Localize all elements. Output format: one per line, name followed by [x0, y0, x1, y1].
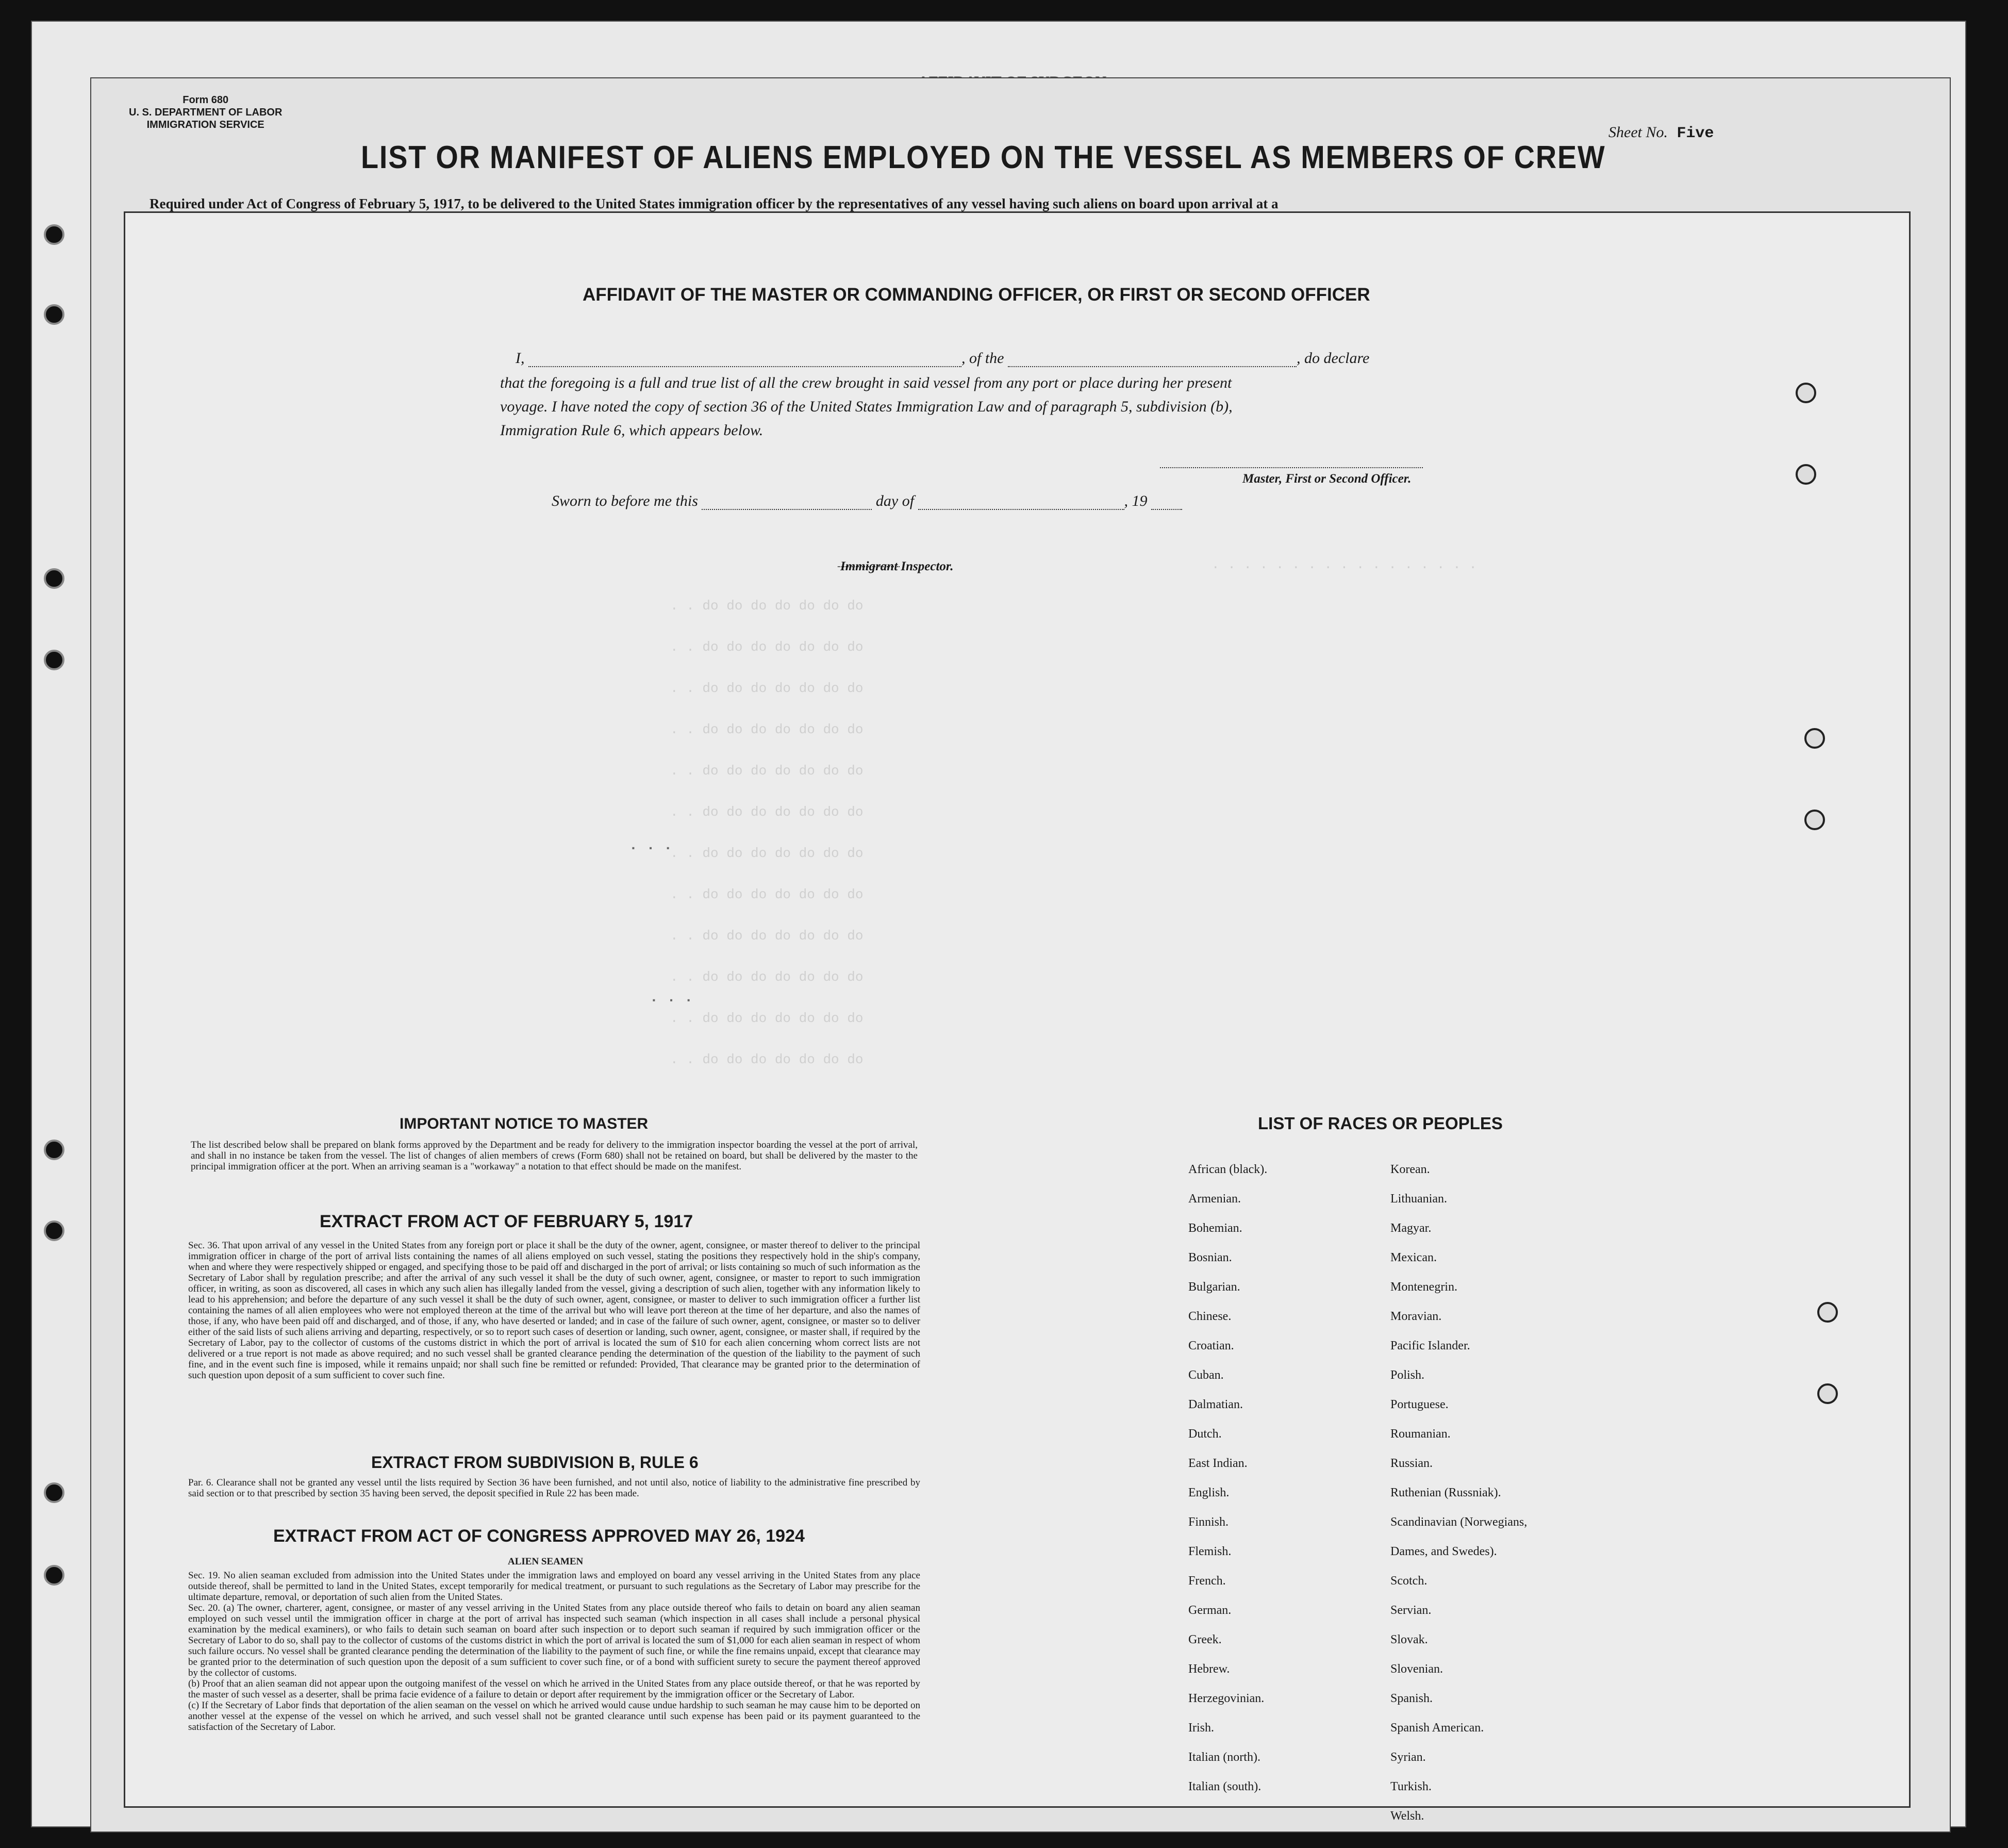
notice-title: IMPORTANT NOTICE TO MASTER	[400, 1115, 649, 1132]
affidavit-sheet	[124, 211, 1911, 1808]
form-identifier	[129, 94, 282, 131]
form-number: Form 680	[182, 94, 229, 106]
race-item: Scandinavian (Norwegians,	[1390, 1515, 1528, 1529]
race-item: Scotch.	[1390, 1574, 1428, 1588]
affidavit-line-4: Immigration Rule 6, which appears below.	[500, 422, 764, 439]
binder-hole	[44, 568, 64, 589]
binder-hole	[44, 304, 64, 325]
race-item: Cuban.	[1188, 1368, 1224, 1382]
inspector-caption: Immigrant Inspector.	[840, 559, 954, 573]
notice-text: The list described below shall be prepared on blank forms approved by the Department and be ready for delivery to the immigration inspector boarding the vessel at the port of arrival, and shall in no instance be taken from the vessel. The list of changes of alien members of crews (Form 680) shall not be retained on board, but shall be delivered by the master to the principal immigration officer at the port. When an arriving seaman is a "workaway" a notation to that effect should be made on the manifest.	[191, 1140, 918, 1172]
vessel-name-field[interactable]	[1008, 366, 1297, 367]
race-item: French.	[1188, 1574, 1226, 1588]
binder-hole	[1796, 464, 1816, 485]
ghost-text: . . . . . . . . . . . . . . . . .	[1212, 557, 1477, 572]
binder-hole	[1804, 810, 1825, 830]
ghost-text: . . do do do do do do do	[670, 681, 864, 696]
sworn-label: Sworn to before me this	[552, 492, 698, 509]
manifest-title: LIST OR MANIFEST OF ALIENS EMPLOYED ON THE VESSEL AS MEMBERS OF CREW	[361, 140, 1606, 175]
master-caption: Master, First or Second Officer.	[1242, 472, 1412, 486]
binder-hole	[1817, 1302, 1838, 1323]
binder-hole	[44, 650, 64, 670]
ghost-text: . . do do do do do do do	[670, 887, 864, 902]
officer-name-field[interactable]	[528, 366, 961, 367]
race-item: Welsh.	[1390, 1809, 1424, 1823]
race-item: Flemish.	[1188, 1545, 1232, 1558]
ghost-text: . . do do do do do do do	[670, 804, 864, 820]
binder-hole	[44, 1140, 64, 1160]
extract-1917-title: EXTRACT FROM ACT OF FEBRUARY 5, 1917	[320, 1212, 693, 1231]
race-item: Hebrew.	[1188, 1662, 1230, 1676]
extract-1917-text: Sec. 36. That upon arrival of any vessel in the United States from any foreign port or place it shall be the duty of the owner, agent, consignee, or master thereof to deliver to the principal immigration officer in charge of the port of arrival lists containing the names of all aliens employed on such vessel, stating the positions they respectively hold in the ship's company, when and where they were respectively shipped or engaged, and specifying those to be paid off and discharged in the port of arrival; or lists containing so much of such information as the Secretary of Labor shall by regulation prescribe; and after the arrival of any such vessel it shall be the duty of such owner, agent, consignee, or master to report to such immigration officer, in writing, as soon as discovered, all cases in which any such alien has illegally landed from the vessel, giving a description of such alien, together with any information likely to lead to his apprehension; and before the departure of any such vessel it shall be the duty of such owner, agent, consignee, or master to deliver to such immigration officer a further list containing the names of all alien employees who were not employed thereon at the time of the arrival but who will leave port thereon at the time of her departure, and also the names of those, if any, who have been paid off and discharged, and of those, if any, who have deserted or landed; and in case of the failure of such owner, agent, consignee, or master so to deliver either of the said lists of such aliens arriving and departing, respectively, or so to report such cases of desertion or landing, such owner, agent, consignee, or master shall, if required by the Secretary of Labor, pay to the collector of customs of the customs district in which the port of arrival is located the sum of $10 for each alien concerning whom correct lists are not delivered or a true report is not made as above required; and no such vessel shall be granted clearance pending the determination of the question of the liability to the payment of such fine, and in the event such fine is imposed, while it remains unpaid; nor shall such fine be remitted or refunded: Provided, That clearance may be granted prior to the determination of such question upon deposit of a sum sufficient to cover such fine.	[188, 1240, 920, 1381]
sheet-number-label: Sheet No.	[1608, 124, 1668, 141]
races-title: LIST OF RACES OR PEOPLES	[1258, 1114, 1503, 1133]
extract-1924-title: EXTRACT FROM ACT OF CONGRESS APPROVED MAY 26, 1924	[273, 1526, 805, 1546]
affidavit-line-1	[516, 350, 1369, 367]
race-item: English.	[1188, 1486, 1230, 1499]
binder-hole	[44, 1565, 64, 1586]
race-item: Montenegrin.	[1390, 1280, 1457, 1294]
race-item: Russian.	[1390, 1457, 1433, 1470]
sworn-month-field[interactable]	[918, 509, 1124, 510]
race-item: Polish.	[1390, 1368, 1425, 1382]
race-item: Bulgarian.	[1188, 1280, 1240, 1294]
ghost-text: . . do do do do do do do	[670, 763, 864, 779]
extract-1924-sec20a: Sec. 20. (a) The owner, charterer, agent, consignee, or master of any vessel arriving in the United States from any place outside thereof who fails to detain on board any alien seaman employed on such vessel until the immigration officer in charge at the port of arrival has inspected such seaman (which inspection in all cases shall include a personal physical examination by the medical examiners), or who fails to detain such seaman on board after such inspection or to deport such seaman if required by such immigration officer or the Secretary of Labor to do so, shall pay to the collector of customs of the customs district in which the port of arrival is located the sum of $1,000 for each alien seaman in respect of whom such failure occurs. No vessel shall be granted clearance pending the determination of the liability to the payment of such fine, or while the fine remains unpaid, except that clearance may be granted prior to the determination of such question upon the deposit of a sum sufficient to cover such fine, or of a bond with sufficient surety to secure the payment thereof approved by the collector of customs.	[188, 1603, 920, 1678]
race-item: Bohemian.	[1188, 1222, 1242, 1235]
race-item: Greek.	[1188, 1633, 1222, 1646]
race-item: African (black).	[1188, 1163, 1268, 1176]
race-item: Lithuanian.	[1390, 1192, 1447, 1206]
race-item: Dames, and Swedes).	[1390, 1545, 1497, 1558]
race-item: Chinese.	[1188, 1310, 1232, 1323]
race-item: Spanish American.	[1390, 1721, 1484, 1735]
race-item: Bosnian.	[1188, 1251, 1232, 1264]
race-item: Dalmatian.	[1188, 1398, 1243, 1411]
race-item: Servian.	[1390, 1604, 1432, 1617]
race-item: Portuguese.	[1390, 1398, 1449, 1411]
race-item: Croatian.	[1188, 1339, 1234, 1352]
extract-rule6-text: Par. 6. Clearance shall not be granted any vessel until the lists required by Section 36 have been furnished, and not until also, notice of liability to the administrative fine prescribed by said section or to that prescribed by section 35 having been served, the deposit specified in Rule 22 has been made.	[188, 1477, 920, 1499]
extract-rule6-title: EXTRACT FROM SUBDIVISION B, RULE 6	[371, 1453, 699, 1472]
master-signature-line[interactable]	[1160, 467, 1423, 468]
affidavit-of-the: , of the	[961, 350, 1004, 367]
binder-hole	[1804, 728, 1825, 749]
service-name: IMMIGRATION SERVICE	[146, 119, 264, 130]
extract-1924-sec19: Sec. 19. No alien seaman excluded from admission into the United States under the immigration laws and employed on board any vessel arriving in the United States from any place outside thereof, shall be permitted to land in the United States, except temporarily for medical treatment, or pursuant to such regulations as the Secretary of Labor may prescribe for the ultimate departure, removal, or deportation of such alien from the United States.	[188, 1570, 920, 1603]
binder-hole	[44, 224, 64, 245]
race-item: German.	[1188, 1604, 1232, 1617]
ghost-mark: . . .	[650, 990, 693, 1006]
race-item: Roumanian.	[1390, 1427, 1451, 1441]
ghost-text: . . do do do do do do do	[670, 639, 864, 655]
ghost-text: . . do do do do do do do	[670, 1052, 864, 1067]
race-item: Spanish.	[1390, 1692, 1433, 1705]
affidavit-do-declare: , do declare	[1297, 350, 1370, 367]
race-item: Korean.	[1390, 1163, 1430, 1176]
department-name: U. S. DEPARTMENT OF LABOR	[129, 107, 283, 118]
race-item: Armenian.	[1188, 1192, 1241, 1206]
affidavit-title: AFFIDAVIT OF THE MASTER OR COMMANDING OFFICER, OR FIRST OR SECOND OFFICER	[583, 285, 1370, 305]
binder-hole	[44, 1482, 64, 1503]
race-item: Ruthenian (Russniak).	[1390, 1486, 1501, 1499]
ghost-text: . . do do do do do do do	[670, 722, 864, 737]
year-label: , 19	[1124, 492, 1148, 509]
race-item: Finnish.	[1188, 1515, 1229, 1529]
extract-1924-text	[188, 1570, 920, 1732]
sheet-number	[1608, 124, 1714, 142]
affidavit-line-3: voyage. I have noted the copy of section 36 of the United States Immigration Law and of paragraph 5, subdivision (b),	[500, 398, 1233, 415]
race-item: Slovenian.	[1390, 1662, 1443, 1676]
race-item: Dutch.	[1188, 1427, 1222, 1441]
ghost-text: . . do do do do do do do	[670, 1011, 864, 1026]
affidavit-i-label: I,	[516, 350, 525, 367]
race-item: Italian (north).	[1188, 1751, 1260, 1764]
sworn-line	[552, 492, 1182, 510]
race-item: Pacific Islander.	[1390, 1339, 1470, 1352]
ghost-text: . . do do do do do do do	[670, 846, 864, 861]
sworn-year-field[interactable]	[1151, 509, 1182, 510]
ghost-text: . . do do do do do do do	[670, 928, 864, 944]
race-item: East Indian.	[1188, 1457, 1248, 1470]
sheet-number-value: Five	[1677, 125, 1714, 142]
race-item: Slovak.	[1390, 1633, 1428, 1646]
race-item: Moravian.	[1390, 1310, 1442, 1323]
day-of-label: day of	[875, 492, 915, 509]
race-item: Irish.	[1188, 1721, 1214, 1735]
race-item: Italian (south).	[1188, 1780, 1262, 1793]
race-item: Turkish.	[1390, 1780, 1432, 1793]
binder-hole	[44, 1220, 64, 1241]
affidavit-line-2: that the foregoing is a full and true list of all the crew brought in said vessel from any port or place during her present	[500, 374, 1232, 391]
extract-1924-sec20c: (c) If the Secretary of Labor finds that deportation of the alien seaman on the vessel on which he arrived would cause undue hardship to such seaman he may cause him to be deported on another vessel at the expense of the vessel on which he arrived, and such vessel shall not be granted clearance until such expense has been paid or its payment guaranteed to the satisfaction of the Secretary of Labor.	[188, 1700, 920, 1732]
alien-seamen-subtitle: ALIEN SEAMEN	[508, 1556, 584, 1567]
ghost-text: . . do do do do do do do	[670, 598, 864, 614]
race-item: Magyar.	[1390, 1222, 1432, 1235]
race-item: Syrian.	[1390, 1751, 1426, 1764]
ghost-mark: . . .	[629, 838, 673, 854]
binder-hole	[1817, 1383, 1838, 1404]
ghost-text: . . do do do do do do do	[670, 969, 864, 985]
race-item: Mexican.	[1390, 1251, 1437, 1264]
race-item: Herzegovinian.	[1188, 1692, 1265, 1705]
extract-1924-sec20b: (b) Proof that an alien seaman did not appear upon the outgoing manifest of the vessel on which he arrived in the United States from any place outside thereof, or that he was reported by the master of such vessel as a deserter, shall be prima facie evidence of a failure to detain or deport after requirement by the immigration officer or the Secretary of Labor.	[188, 1678, 920, 1700]
binder-hole	[1796, 383, 1816, 403]
manifest-required-notice: Required under Act of Congress of February 5, 1917, to be delivered to the United States immigration officer by the representatives of any vessel having such aliens on board upon arrival at a	[150, 196, 1279, 211]
sworn-day-field[interactable]	[702, 509, 872, 510]
